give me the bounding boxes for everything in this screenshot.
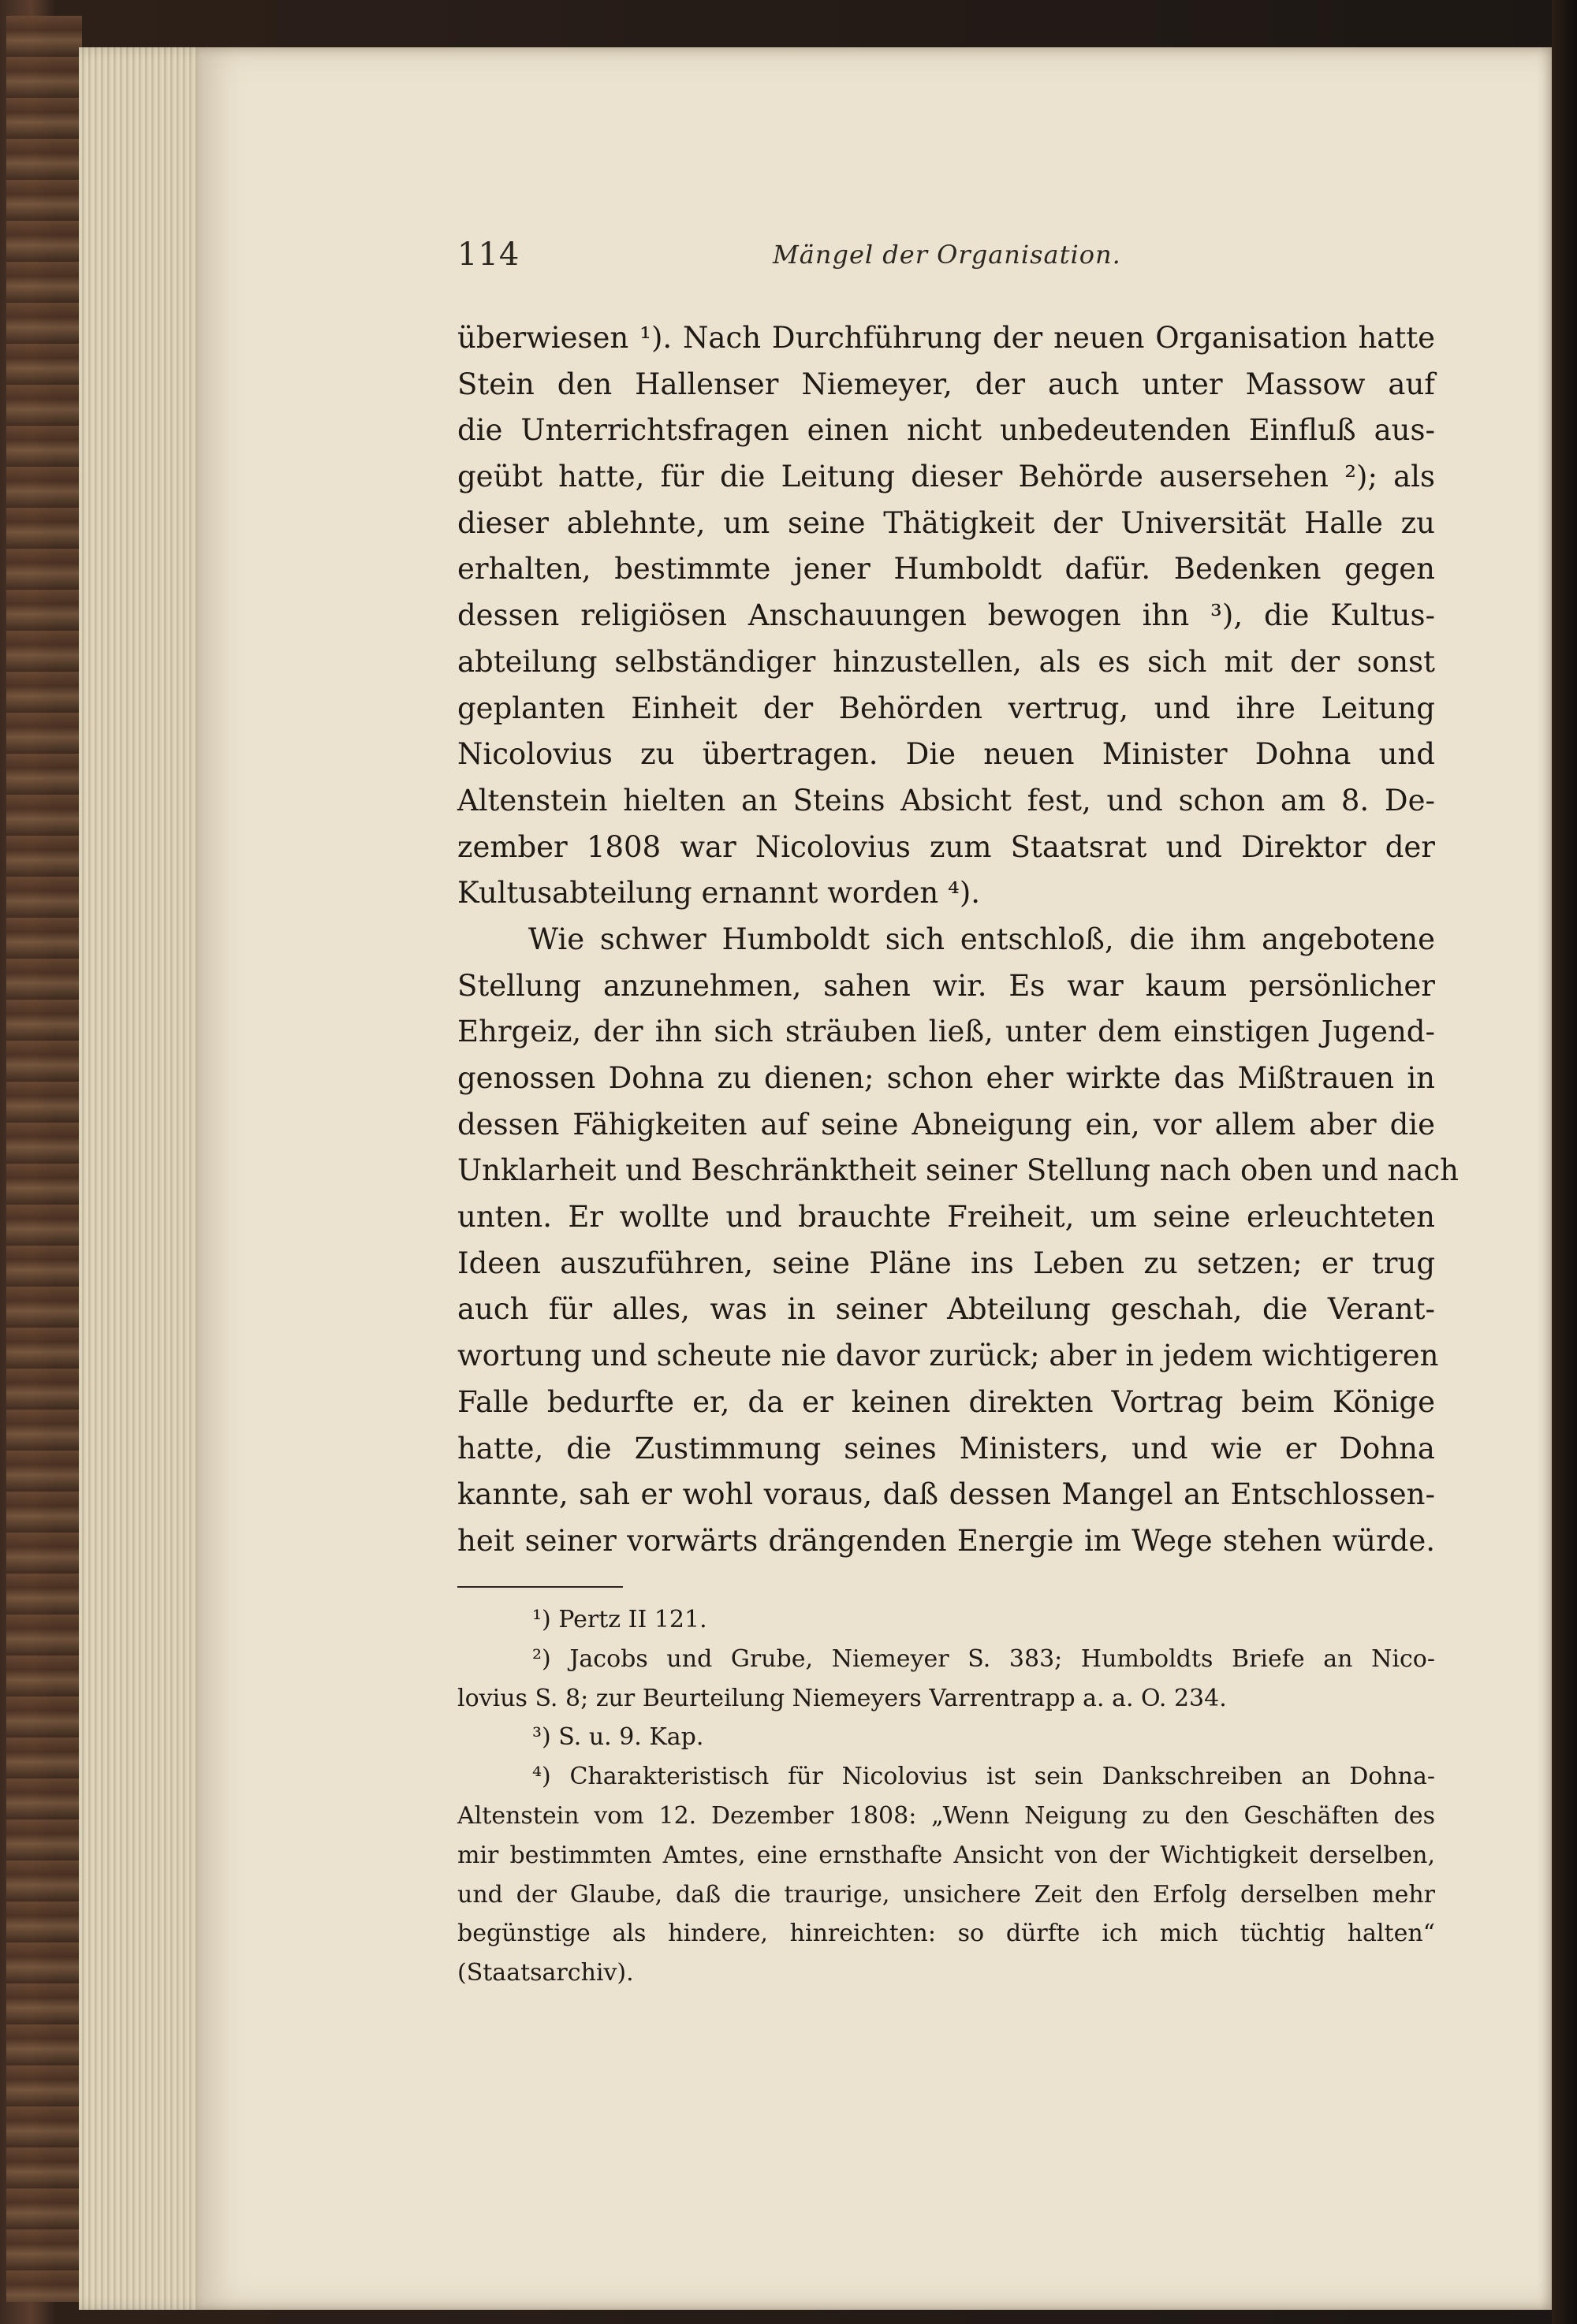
text-line: kannte, sah er wohl voraus, daß dessen Mangel an Entschlossen- [457, 1477, 1435, 1512]
text-line: Altenstein hielten an Steins Absicht fest, und schon am 8. De- [457, 783, 1435, 817]
text-line: geplanten Einheit der Behörden vertrug, und ihre Leitung [457, 691, 1435, 725]
footnote-line: (Staatsarchiv). [457, 1959, 634, 1987]
footnote-line: lovius S. 8; zur Beurteilung Niemeyers Varrentrapp a. a. O. 234. [457, 1684, 1227, 1712]
text-line: Falle bedurfte er, da er keinen direkten Vortrag beim Könige [457, 1384, 1435, 1419]
running-title: Mängel der Organisation. [773, 240, 1121, 270]
page-header [457, 236, 1435, 284]
footnote-line: ¹) Pertz II 121. [532, 1606, 707, 1633]
footnote-line: ³) S. u. 9. Kap. [532, 1723, 704, 1752]
text-line: überwiesen ¹). Nach Durchführung der neuen Organisation hatte [457, 321, 1435, 355]
text-line: Kultusabteilung ernannt worden ⁴). [457, 876, 981, 911]
footnote-line: ²) Jacobs und Grube, Niemeyer S. 383; Humboldts Briefe an Nico- [532, 1644, 1435, 1673]
text-line: Ehrgeiz, der ihn sich sträuben ließ, unter dem einstigen Jugend- [457, 1015, 1435, 1049]
text-line: genossen Dohna zu dienen; schon eher wirkte das Mißtrauen in [457, 1061, 1435, 1095]
text-line: Unklarheit und Beschränktheit seiner Stellung nach oben und nach [457, 1153, 1459, 1188]
text-line: erhalten, bestimmte jener Humboldt dafür. Bedenken gegen [457, 552, 1435, 587]
body-text [457, 315, 1459, 1565]
text-line: heit seiner vorwärts drängenden Energie im Wege stehen würde. [457, 1523, 1435, 1558]
page-number: 114 [457, 236, 520, 273]
text-line: unten. Er wollte und brauchte Freiheit, um seine erleuchteten [457, 1200, 1435, 1235]
text-line: Stellung anzunehmen, sahen wir. Es war kaum persönlicher [457, 968, 1435, 1003]
footnote-line: und der Glaube, daß die traurige, unsichere Zeit den Erfolg derselben mehr [457, 1880, 1435, 1909]
text-line: geübt hatte, für die Leitung dieser Behörde ausersehen ²); als [457, 460, 1435, 494]
footnote-line: ⁴) Charakteristisch für Nicolovius ist sein Dankschreiben an Dohna- [532, 1763, 1435, 1791]
page-stack-edges [79, 47, 213, 2310]
text-line: dessen Fähigkeiten auf seine Abneigung ein, vor allem aber die [457, 1107, 1435, 1142]
text-line: hatte, die Zustimmung seines Ministers, und wie er Dohna [457, 1431, 1435, 1466]
footnote-line: begünstige als hindere, hinreichten: so dürfte ich mich tüchtig halten“ [457, 1920, 1435, 1948]
text-line: Stein den Hallenser Niemeyer, der auch unter Massow auf [457, 367, 1435, 401]
text-line: abteilung selbständiger hinzustellen, als es sich mit der sonst [457, 644, 1435, 679]
footnote-line: mir bestimmten Amtes, eine ernsthafte Ansicht von der Wichtigkeit derselben, [457, 1841, 1435, 1869]
footnote-separator [457, 1586, 623, 1588]
text-line: Wie schwer Humboldt sich entschloß, die ihm angebotene [528, 922, 1435, 956]
text-line: dieser ablehnte, um seine Thätigkeit der Universität Halle zu [457, 505, 1435, 540]
text-line: Ideen auszuführen, seine Pläne ins Leben zu setzen; er trug [457, 1246, 1435, 1280]
book-binding-edge [1552, 0, 1577, 2324]
text-line: Nicolovius zu übertragen. Die neuen Minister Dohna und [457, 737, 1435, 772]
marbled-cover-edge [6, 16, 82, 2302]
text-line: dessen religiösen Anschauungen bewogen ihn ³), die Kultus- [457, 598, 1435, 633]
text-line: wortung und scheute nie davor zurück; aber in jedem wichtigeren [457, 1339, 1439, 1373]
text-line: zember 1808 war Nicolovius zum Staatsrat und Direktor der [457, 829, 1435, 864]
text-line: auch für alles, was in seiner Abteilung geschah, die Verant- [457, 1292, 1435, 1327]
footnote-line: Altenstein vom 12. Dezember 1808: „Wenn Neigung zu den Geschäften des [457, 1801, 1435, 1830]
footnotes [457, 1600, 1435, 1993]
text-line: die Unterrichtsfragen einen nicht unbedeutenden Einfluß aus- [457, 413, 1435, 448]
